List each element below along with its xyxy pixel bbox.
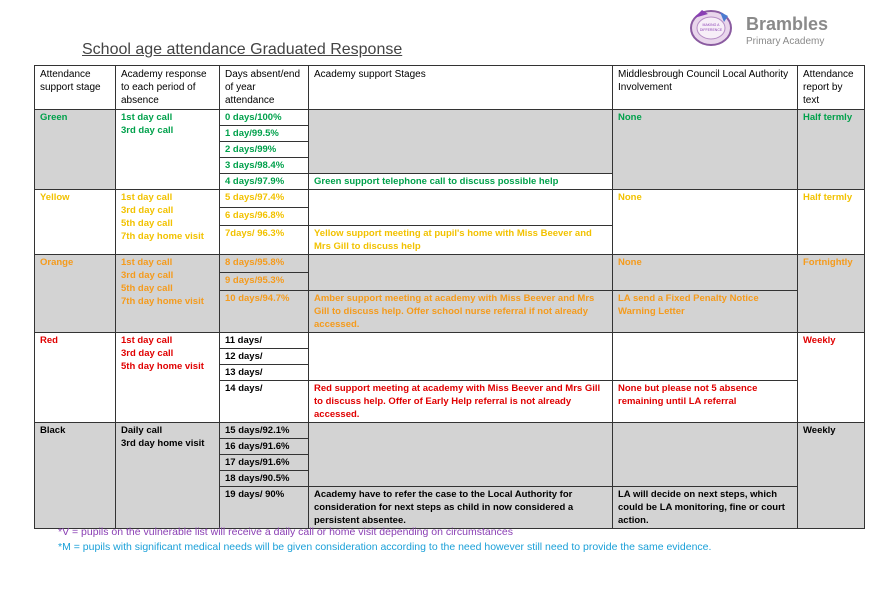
orange-support-empty [309,255,613,291]
yellow-report: Half termly [798,190,865,255]
green-stage: Green [35,110,116,190]
yellow-row [35,190,865,208]
orange-report: Fortnightly [798,255,865,333]
note-medical: *M = pupils with significant medical needs will be given consideration according to the need however still need to provide the same evidence. [58,541,712,553]
green-days-4: 4 days/97.9% [220,174,309,190]
red-days-0: 11 days/ [220,333,309,349]
black-row [35,423,865,439]
black-support: Academy have to refer the case to the Local Authority for consideration for next steps as child in now considered a persistent absentee. [309,487,613,529]
school-badge-icon [688,6,734,48]
red-days-2: 13 days/ [220,365,309,381]
green-response-1: 1st day call [121,112,173,123]
black-days-0: 15 days/92.1% [220,423,309,439]
note-vulnerable: *V = pupils on the vulnerable list will receive a daily call or home visit depending on circumstances [58,526,513,538]
red-response-2: 3rd day call [121,348,174,359]
red-la: None but please not 5 absence remaining until LA referral [613,381,798,423]
black-stage: Black [35,423,116,529]
logo-name: Brambles [746,14,829,34]
orange-response [116,255,220,333]
yellow-response-1: 1st day call [121,192,173,203]
orange-days-2: 10 days/94.7% [220,291,309,333]
green-days-2: 2 days/99% [220,142,309,158]
orange-response-1: 1st day call [121,257,173,268]
header-row [35,66,865,110]
orange-support: Amber support meeting at academy with Miss Beever and Mrs Gill to discuss help. Offer school nurse referral if not already accessed. [309,291,613,333]
orange-response-2: 3rd day call [121,270,174,281]
black-response-2: 3rd day home visit [121,438,205,449]
black-days-3: 18 days/90.5% [220,471,309,487]
green-days-3: 3 days/98.4% [220,158,309,174]
red-report: Weekly [798,333,865,423]
orange-la-none: None [613,255,798,291]
orange-days-0: 8 days/95.8% [220,255,309,273]
black-la: LA will decide on next steps, which could be LA monitoring, fine or court action. [613,487,798,529]
yellow-response-3: 5th day call [121,218,173,229]
yellow-stage: Yellow [35,190,116,255]
orange-days-1: 9 days/95.3% [220,273,309,291]
black-days-4: 19 days/ 90% [220,487,309,529]
page-title: School age attendance Graduated Response [82,41,403,58]
yellow-response-4: 7th day home visit [121,231,204,242]
yellow-response-2: 3rd day call [121,205,174,216]
black-response [116,423,220,529]
green-days-0: 0 days/100% [220,110,309,126]
header-support: Academy support Stages [309,66,613,110]
header-report: Attendance report by text [798,66,865,110]
red-la-empty [613,333,798,381]
green-response [116,110,220,190]
green-support: Green support telephone call to discuss possible help [309,174,613,190]
header-days: Days absent/end of year attendance [220,66,309,110]
yellow-days-1: 6 days/96.8% [220,208,309,226]
orange-response-3: 5th day call [121,283,173,294]
red-stage: Red [35,333,116,423]
header-stage: Attendance support stage [35,66,116,110]
green-la: None [613,110,798,190]
green-row [35,110,865,126]
green-days-1: 1 day/99.5% [220,126,309,142]
green-response-2: 3rd day call [121,125,174,136]
yellow-response [116,190,220,255]
yellow-support-empty [309,190,613,226]
header-la: Middlesbrough Council Local Authority Involvement [613,66,798,110]
black-la-empty [613,423,798,487]
header-response: Academy response to each period of absence [116,66,220,110]
orange-row [35,255,865,273]
yellow-days-2: 7days/ 96.3% [220,226,309,255]
orange-stage: Orange [35,255,116,333]
svg-text:DIFFERENCE: DIFFERENCE [699,28,723,32]
red-row [35,333,865,349]
red-support-empty [309,333,613,381]
logo-subtitle: Primary Academy [746,36,825,47]
green-report: Half termly [798,110,865,190]
school-logo [688,6,888,50]
svg-text:MAKING A: MAKING A [702,23,720,27]
black-report: Weekly [798,423,865,529]
red-days-3: 14 days/ [220,381,309,423]
red-response [116,333,220,423]
yellow-la: None [613,190,798,255]
red-days-1: 12 days/ [220,349,309,365]
red-support: Red support meeting at academy with Miss Beever and Mrs Gill to discuss help. Offer of Early Help referral is not already accessed. [309,381,613,423]
green-support-empty [309,110,613,174]
red-response-1: 1st day call [121,335,173,346]
black-response-1: Daily call [121,425,163,436]
graduated-response-table [34,65,865,529]
yellow-days-0: 5 days/97.4% [220,190,309,208]
red-response-3: 5th day home visit [121,361,204,372]
orange-response-4: 7th day home visit [121,296,204,307]
black-days-2: 17 days/91.6% [220,455,309,471]
black-days-1: 16 days/91.6% [220,439,309,455]
black-support-empty [309,423,613,487]
yellow-support: Yellow support meeting at pupil's home with Miss Beever and Mrs Gill to discuss help [309,226,613,255]
orange-la: LA send a Fixed Penalty Notice Warning Letter [613,291,798,333]
